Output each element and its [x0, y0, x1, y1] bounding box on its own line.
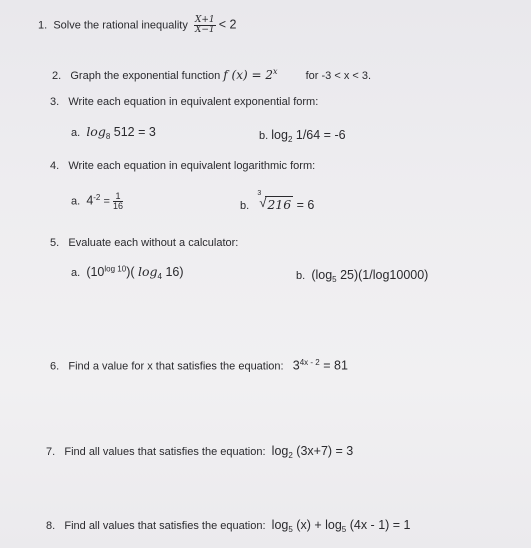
problem-number: 8. [46, 520, 56, 532]
problem-number: 2. [52, 70, 62, 82]
cube-root: 3 √ 216 [257, 190, 292, 212]
problem-prompt: Write each equation in equivalent logarithmic form: [68, 160, 316, 172]
inequality-fraction: $\frac{X+1}{X-1}$ [194, 15, 215, 35]
problem-7: 7. Find all values that satisfies the equation: $\log_2 (3x+7) = 3$ [46, 444, 354, 461]
problem-3 [50, 96, 318, 108]
problem-5a: a. $(10^{log 10})$( $\log_4 16$) [71, 264, 184, 282]
problem-prompt: Find all values that satisfies the equation: [64, 520, 266, 532]
part-label: b. [259, 130, 269, 142]
problem-4b: b. 3 √ 216 = 6 [240, 190, 315, 212]
problem-prompt: Evaluate each without a calculator: [68, 237, 239, 249]
problem-prompt: Find a value for x that satisfies the equation: [68, 360, 284, 373]
problem-6: 6. Find a value for x that satisfies the equation: $3^{4x - 2} = 81$ [50, 358, 348, 373]
part-label: b. [296, 270, 306, 282]
problem-prompt: Solve the rational inequality [53, 19, 188, 32]
problem-number: 7. [46, 446, 56, 458]
problem-5b: b. ($\log_5$ 25)(1/log10000) [296, 268, 429, 285]
problem-4a: a. $4^{-2}$ = $\frac{1}{16}$ [71, 191, 123, 211]
problem-prompt: Find all values that satisfies the equation: [64, 446, 266, 458]
fraction: $\frac{1}{16}$ [112, 191, 123, 211]
problem-3b: b. $\log_2 1/64 = -6$ [259, 128, 346, 145]
problem-prompt: Write each equation in equivalent exponential form: [68, 96, 319, 108]
problem-prompt: Graph the exponential function [70, 70, 221, 82]
part-label: a. [71, 127, 81, 139]
domain-text: for -3 < x < 3. [305, 70, 372, 82]
problem-2 [52, 67, 371, 82]
problem-1 [38, 16, 236, 35]
problem-number: 5. [50, 237, 60, 249]
part-label: a. [71, 267, 81, 279]
problem-3a: a. $\log_8 512 = 3$ [71, 124, 156, 142]
problem-4 [50, 160, 315, 172]
problem-number: 3. [50, 96, 60, 108]
problem-number: 1. [38, 19, 48, 32]
problem-number: 6. [50, 360, 60, 373]
function-expression: f $(x) = 2^x$ [223, 67, 278, 82]
problem-8: 8. Find all values that satisfies the equation: $\log_5 (x) + \log_5 (4x - 1) = 1$ [46, 518, 411, 535]
inequality-tail: < 2 [218, 17, 237, 32]
problem-5 [50, 237, 238, 249]
part-label: b. [240, 200, 250, 212]
part-label: a. [71, 195, 81, 208]
problem-number: 4. [50, 160, 60, 172]
